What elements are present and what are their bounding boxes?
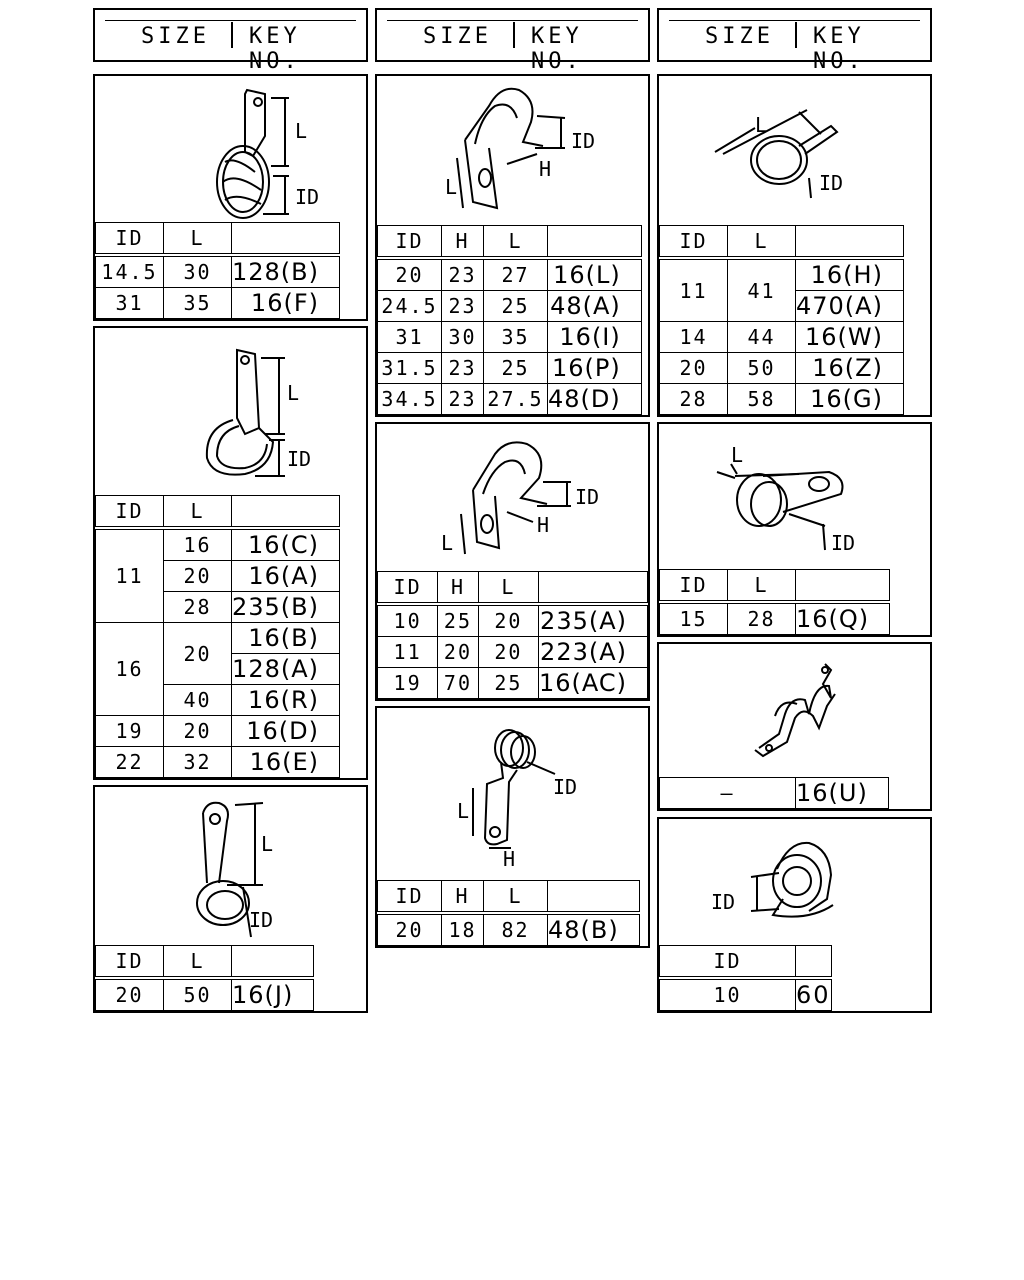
col-l: L: [484, 881, 548, 914]
table-row: 11 20 20 223(A): [378, 637, 648, 668]
col-id: ID: [660, 570, 728, 603]
clip-h-drawing: [659, 424, 930, 574]
table-row: 128(A): [96, 654, 340, 685]
dim-id-label: ID: [819, 171, 844, 195]
dim-h-label: H: [503, 847, 516, 871]
clip-b-drawing: [95, 328, 366, 493]
clip-j-table: [659, 945, 832, 1011]
col-h: H: [438, 572, 479, 605]
col-id: ID: [96, 496, 164, 529]
table-row: — 16(U): [660, 778, 889, 809]
table-row: 40 16(R): [96, 685, 340, 716]
col-l: L: [164, 946, 232, 979]
col-id: ID: [660, 946, 796, 979]
dim-h-label: H: [539, 157, 552, 181]
col-key: [232, 223, 340, 256]
dim-l-label: L: [457, 799, 470, 823]
dim-l-label: L: [731, 443, 744, 467]
table-row: 14 44 16(W): [660, 322, 904, 353]
col-key: [796, 570, 890, 603]
dim-id-label: ID: [831, 531, 856, 555]
clip-g-table: [659, 225, 904, 415]
dim-id-label: ID: [571, 129, 596, 153]
col-id: ID: [378, 881, 442, 914]
header-key-no: KEY NO.: [813, 24, 865, 74]
col-id: ID: [96, 946, 164, 979]
clip-d-table: [377, 225, 642, 415]
col-id: ID: [660, 226, 728, 259]
clip-h-panel: [657, 422, 932, 637]
col-l: L: [478, 572, 538, 605]
header-key-no: KEY NO.: [531, 24, 583, 74]
dim-l-label: L: [295, 119, 308, 143]
dim-id-label: ID: [249, 908, 274, 932]
table-row: 20 50 16(Z): [660, 353, 904, 384]
table-row: 10 25 20 235(A): [378, 604, 648, 637]
clip-f-panel: [375, 706, 650, 948]
clip-i-drawing: [659, 644, 930, 778]
clip-c-panel: [93, 785, 368, 1013]
clip-j-panel: [657, 817, 932, 1013]
col-id: ID: [96, 223, 164, 256]
clip-f-drawing: [377, 708, 648, 884]
header-size: SIZE: [141, 24, 210, 49]
table-row: 15 28 16(Q): [660, 602, 890, 635]
header-size: SIZE: [705, 24, 774, 49]
dim-id-label: ID: [295, 185, 320, 209]
clip-h-table: [659, 569, 890, 635]
table-row: 11 16 16(C): [96, 528, 340, 561]
clip-g-drawing: [659, 76, 930, 226]
clip-a-table: [95, 222, 340, 319]
table-row: 470(A): [660, 291, 904, 322]
col-id: ID: [378, 572, 438, 605]
col-id: ID: [378, 226, 442, 259]
table-row: 31.5 23 25 16(P): [378, 353, 642, 384]
header-col-3: [657, 8, 932, 74]
clip-g-panel: [657, 74, 932, 417]
col-key: [796, 946, 832, 979]
dim-id-label: ID: [575, 485, 600, 509]
col-key: [232, 946, 314, 979]
clip-e-panel: [375, 422, 650, 701]
table-row: 24.5 23 25 48(A): [378, 291, 642, 322]
col-l: L: [164, 223, 232, 256]
dim-id-label: ID: [287, 447, 312, 471]
table-row: 31 30 35 16(I): [378, 322, 642, 353]
dim-l-label: L: [261, 832, 274, 856]
clip-c-table: [95, 945, 314, 1011]
table-row: 20 18 82 48(B): [378, 913, 640, 946]
header-size: SIZE: [423, 24, 492, 49]
table-row: 14.5 30 128(B): [96, 255, 340, 288]
col-h: H: [442, 226, 484, 259]
col-h: H: [442, 881, 484, 914]
clip-j-drawing: [659, 819, 930, 949]
dim-id-label: ID: [711, 890, 736, 914]
col-l: L: [484, 226, 548, 259]
clip-i-table: [659, 777, 889, 809]
table-row: 10 60: [660, 978, 832, 1011]
table-row: 20 50 16(J): [96, 978, 314, 1011]
clip-e-drawing: [377, 424, 648, 574]
col-key: [796, 226, 904, 259]
dim-id-label: ID: [553, 775, 578, 799]
header-col-1: [93, 8, 368, 74]
clip-b-panel: [93, 326, 368, 780]
table-row: 28 58 16(G): [660, 384, 904, 415]
col-key: [548, 881, 640, 914]
clip-a-drawing: [95, 76, 366, 226]
clip-d-panel: [375, 74, 650, 417]
table-row: 19 70 25 16(AC): [378, 668, 648, 699]
table-row: 28 235(B): [96, 592, 340, 623]
col-l: L: [164, 496, 232, 529]
dim-h-label: H: [537, 513, 550, 537]
col-key: [232, 496, 340, 529]
table-row: 11 41 16(H): [660, 258, 904, 291]
clip-f-table: [377, 880, 640, 946]
table-row: 31 35 16(F): [96, 288, 340, 319]
table-row: 22 32 16(E): [96, 747, 340, 778]
table-row: 16 20 16(B): [96, 623, 340, 654]
col-l: L: [728, 570, 796, 603]
clip-i-panel: [657, 642, 932, 811]
dim-l-label: L: [445, 175, 458, 199]
table-row: 20 16(A): [96, 561, 340, 592]
clip-d-drawing: [377, 76, 648, 226]
clip-b-table: [95, 495, 340, 778]
dim-l-label: L: [287, 381, 300, 405]
col-l: L: [728, 226, 796, 259]
clip-e-table: [377, 571, 648, 699]
col-key: [538, 572, 647, 605]
table-row: 34.5 23 27.5 48(D): [378, 384, 642, 415]
clip-c-drawing: [95, 787, 366, 949]
header-key-no: KEY NO.: [249, 24, 301, 74]
dim-l-label: L: [441, 531, 454, 555]
clip-a-panel: [93, 74, 368, 321]
table-row: 20 23 27 16(L): [378, 258, 642, 291]
col-key: [548, 226, 642, 259]
header-col-2: [375, 8, 650, 74]
dim-l-label: L: [755, 113, 768, 137]
table-row: 19 20 16(D): [96, 716, 340, 747]
